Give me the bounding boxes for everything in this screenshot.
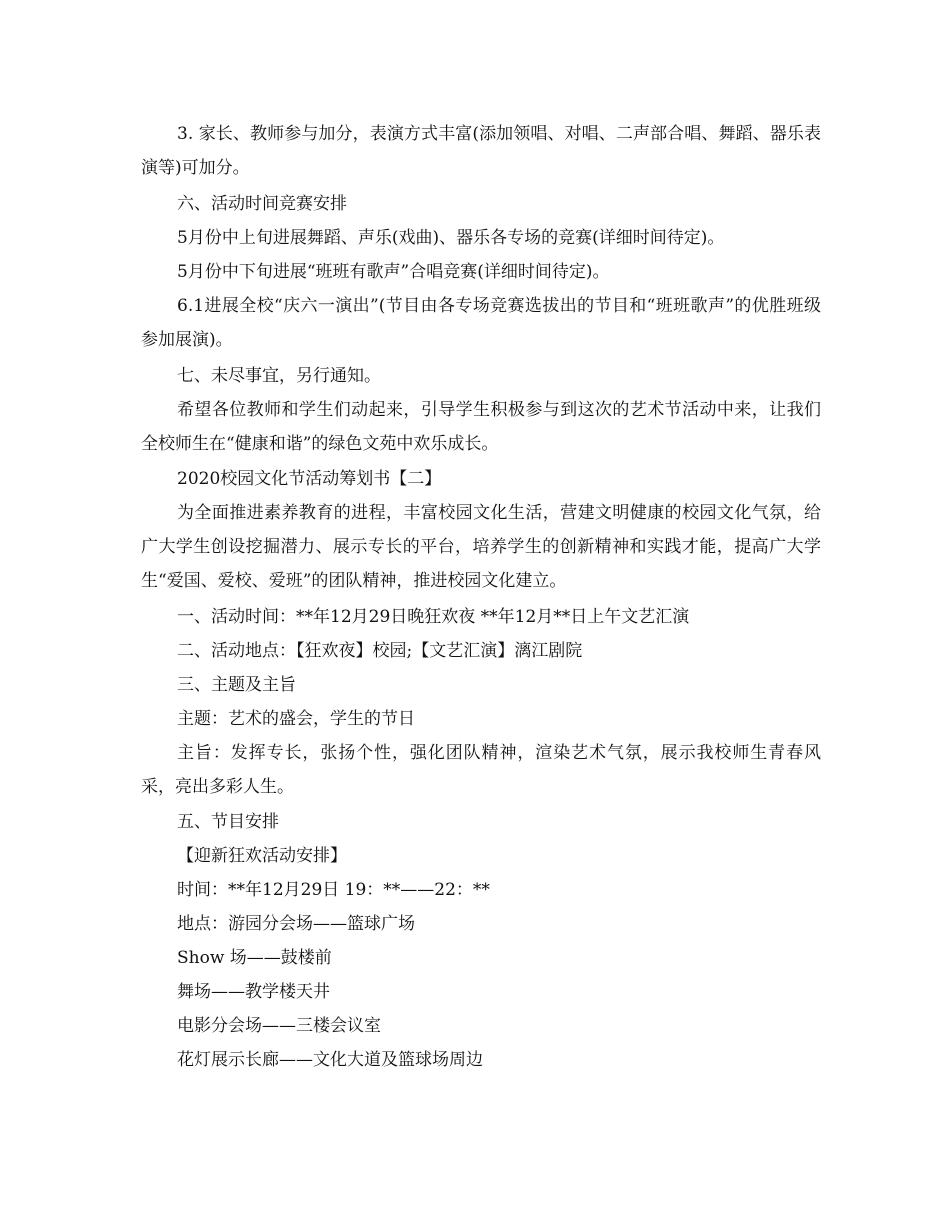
paragraph-activity-place: 二、活动地点：【狂欢夜】校园;【文艺汇演】漓江剧院 — [177, 641, 583, 661]
paragraph-may-early: 5月份中上旬进展舞蹈、声乐(戏曲)、器乐各专场的竞赛(详细时间待定)。 — [177, 228, 725, 248]
paragraph-venue-garden: 地点：游园分会场——篮球广场 — [177, 914, 415, 934]
paragraph-activity-time: 一、活动时间：**年12月29日晚狂欢夜 **年12月**日上午文艺汇演 — [177, 607, 690, 627]
paragraph-venue-show: Show 场——鼓楼前 — [177, 948, 332, 968]
heading-theme: 三、主题及主旨 — [177, 675, 296, 695]
paragraph-venue-lantern: 花灯展示长廊——文化大道及篮球场周边 — [177, 1050, 483, 1070]
paragraph-may-late: 5月份中下旬进展“班班有歌声”合唱竞赛(详细时间待定)。 — [177, 262, 610, 282]
heading-program: 五、节目安排 — [177, 812, 279, 832]
section-title-plan-two: 2020校园文化节活动筹划书【二】 — [177, 469, 442, 489]
paragraph-closing: 希望各位教师和学生们动起来，引导学生积极参与到这次的艺术节活动中来，让我们全校师生在“健康和谐”的绿色文苑中欢乐成长。 — [141, 400, 821, 454]
paragraph-venue-dance: 舞场——教学楼天井 — [177, 982, 330, 1002]
paragraph-purpose: 主旨：发挥专长，张扬个性，强化团队精神，渲染艺术气氛，展示我校师生青春风采，亮出多彩人生。 — [141, 743, 821, 797]
paragraph-theme: 主题：艺术的盛会，学生的节日 — [177, 709, 415, 729]
heading-schedule: 六、活动时间竞赛安排 — [177, 194, 347, 214]
paragraph-scoring-rule: 3. 家长、教师参与加分，表演方式丰富(添加领唱、对唱、二声部合唱、舞蹈、器乐表演等)可加分。 — [141, 124, 821, 178]
paragraph-carnival-time: 时间：**年12月29日 19：**——22：** — [177, 880, 490, 900]
paragraph-venue-movie: 电影分会场——三楼会议室 — [177, 1016, 381, 1036]
heading-other-matters: 七、未尽事宜，另行通知。 — [177, 366, 381, 386]
paragraph-intro: 为全面推进素养教育的进程，丰富校园文化生活，营建文明健康的校园文化气氛，给广大学生创设挖掘潜力、展示专长的平台，培养学生的创新精神和实践才能，提高广大学生“爱国、爱校、爱班”的团队精神，推进校园文化建立。 — [141, 503, 821, 591]
paragraph-june-show: 6.1进展全校“庆六一演出”(节目由各专场竞赛选拔出的节目和“班班歌声”的优胜班级参加展演)。 — [141, 296, 821, 350]
heading-new-year-carnival: 【迎新狂欢活动安排】 — [177, 846, 347, 866]
